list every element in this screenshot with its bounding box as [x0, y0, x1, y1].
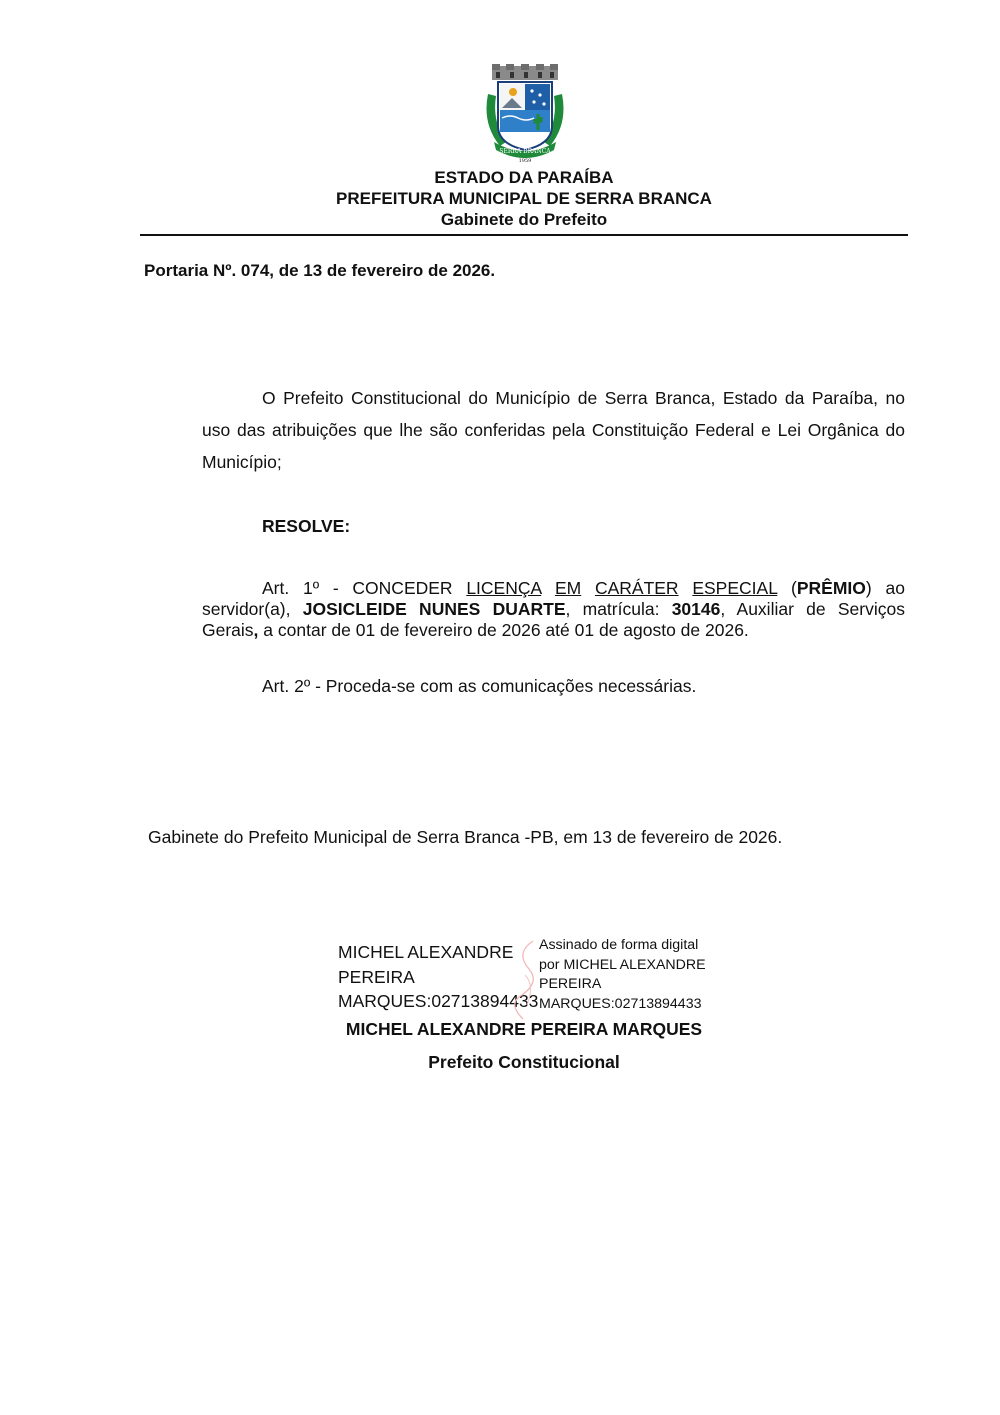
header-divider	[140, 234, 908, 236]
art1-prefix: Art. 1º - CONCEDER	[262, 578, 467, 598]
resolve-heading: RESOLVE:	[262, 516, 351, 536]
header-state: ESTADO DA PARAÍBA	[434, 168, 614, 187]
sig-name-line: PEREIRA	[338, 966, 415, 987]
header-prefecture: PREFEITURA MUNICIPAL DE SERRA BRANCA	[336, 189, 712, 208]
digital-signature-note	[539, 936, 729, 1014]
art1-word-em: EM	[554, 578, 582, 598]
art1-word-licenca: LICENÇA	[466, 578, 542, 598]
art1-matricula: 30146	[671, 599, 721, 619]
art1-period: a contar de 01 de fevereiro de 2026 até 01 de agosto de 2026.	[258, 620, 749, 640]
art1-word-carater: CARÁTER	[594, 578, 679, 598]
sig-note-line: MARQUES:02713894433	[539, 995, 702, 1012]
coat-of-arms-logo	[480, 64, 570, 164]
crest-motto: SERRA BRANCA	[499, 148, 551, 155]
sig-name-line: MICHEL ALEXANDRE	[338, 942, 514, 962]
art1-employee-name: JOSICLEIDE NUNES DUARTE	[302, 599, 566, 619]
article-1	[202, 578, 905, 641]
sig-name-line: MARQUES:02713894433	[338, 991, 539, 1011]
art1-role: , Auxiliar de Serviços Gerais	[202, 599, 905, 640]
art1-after-award: ) ao servidor(a),	[202, 578, 905, 619]
art1-award: PRÊMIO	[796, 578, 866, 598]
crest-year: 1959	[518, 158, 532, 164]
art1-comma: ,	[253, 620, 259, 640]
signer-role: Prefeito Constitucional	[428, 1052, 620, 1072]
art1-matricula-label: , matrícula:	[565, 599, 672, 619]
sig-note-line: por MICHEL ALEXANDRE	[539, 956, 706, 973]
sig-note-line: Assinado de forma digital	[539, 937, 699, 953]
portaria-title: Portaria Nº. 074, de 13 de fevereiro de 2026.	[144, 261, 496, 280]
local-date: Gabinete do Prefeito Municipal de Serra Branca -PB, em 13 de fevereiro de 2026.	[148, 827, 783, 847]
art1-word-especial: ESPECIAL	[692, 578, 778, 598]
art1-open-paren: (	[777, 578, 797, 598]
sig-note-line: PEREIRA	[539, 976, 602, 992]
article-2: Art. 2º - Proceda-se com as comunicações necessárias.	[262, 676, 697, 696]
intro-paragraph: O Prefeito Constitucional do Município de Serra Branca, Estado da Paraíba, no uso das atribuições que lhe são conferidas pela Constituição Federal e Lei Orgânica do Município;	[202, 388, 905, 472]
header-office: Gabinete do Prefeito	[440, 210, 608, 229]
signer-name: MICHEL ALEXANDRE PEREIRA MARQUES	[345, 1019, 703, 1039]
